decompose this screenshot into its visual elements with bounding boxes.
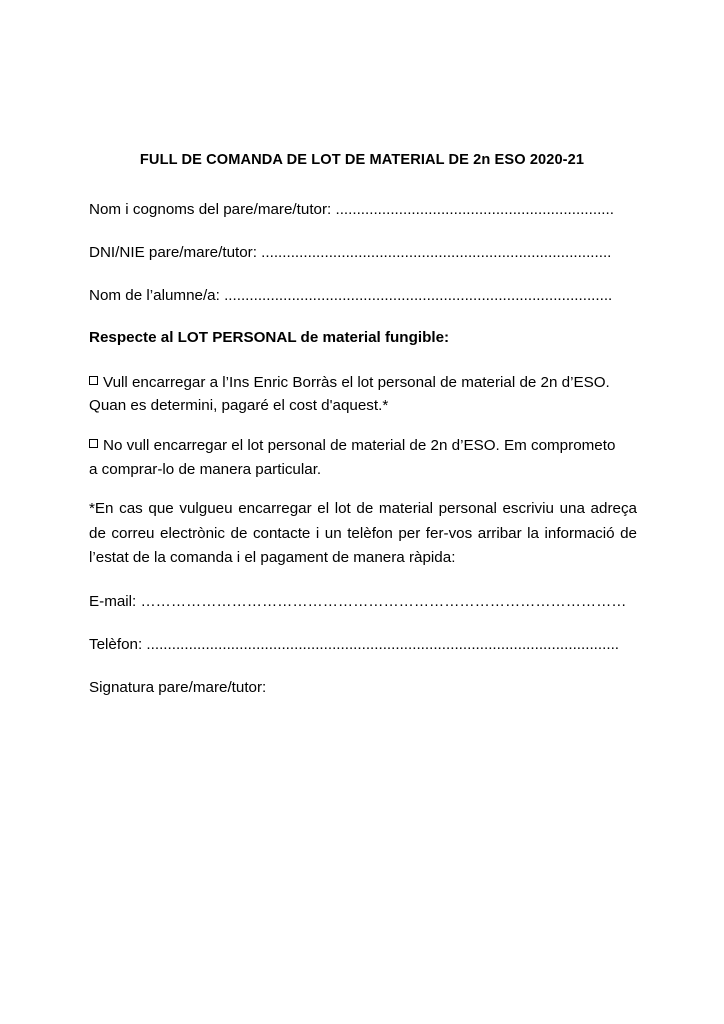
section-heading: Respecte al LOT PERSONAL de material fungible: (89, 329, 450, 346)
parent-dni-field: DNI/NIE pare/mare/tutor: ................................................................................... (89, 244, 612, 261)
note-paragraph: *En cas que vulgueu encarregar el lot de material personal escriviu una adreça de correu electrònic de contacte i un telèfon per fer-vos arribar la informació de l’estat de la comanda i el pagament de manera ràpida: (89, 500, 637, 566)
page-title: FULL DE COMANDA DE LOT DE MATERIAL DE 2n ESO 2020-21 (139, 152, 585, 168)
option-no-order-lot-line2: a comprar-lo de manera particular. (89, 461, 322, 478)
parent-name-field: Nom i cognoms del pare/mare/tutor: .................................................................. (89, 201, 614, 218)
email-field: E-mail: …………………………………………………………………………………… (89, 593, 627, 610)
checkbox-icon (89, 439, 98, 448)
option-no-order-lot-continuation (89, 458, 637, 482)
option-order-lot-continuation (89, 394, 637, 418)
option-order-lot-line1: Vull encarregar a l’Ins Enric Borràs el lot personal de material de 2n d’ESO. (103, 374, 610, 391)
option-no-order-lot (89, 434, 637, 458)
student-name-field: Nom de l’alumne/a: ............................................................................................ (89, 287, 613, 304)
option-no-order-lot-line1: No vull encarregar el lot personal de material de 2n d’ESO. Em comprometo (103, 437, 616, 454)
signature-label: Signatura pare/mare/tutor: (89, 679, 267, 696)
option-order-lot-line2: Quan es determini, pagaré el cost d'aquest.* (89, 397, 389, 414)
option-order-lot (89, 371, 637, 395)
checkbox-icon (89, 376, 98, 385)
phone-field: Telèfon: ................................................................................................................ (89, 636, 620, 653)
